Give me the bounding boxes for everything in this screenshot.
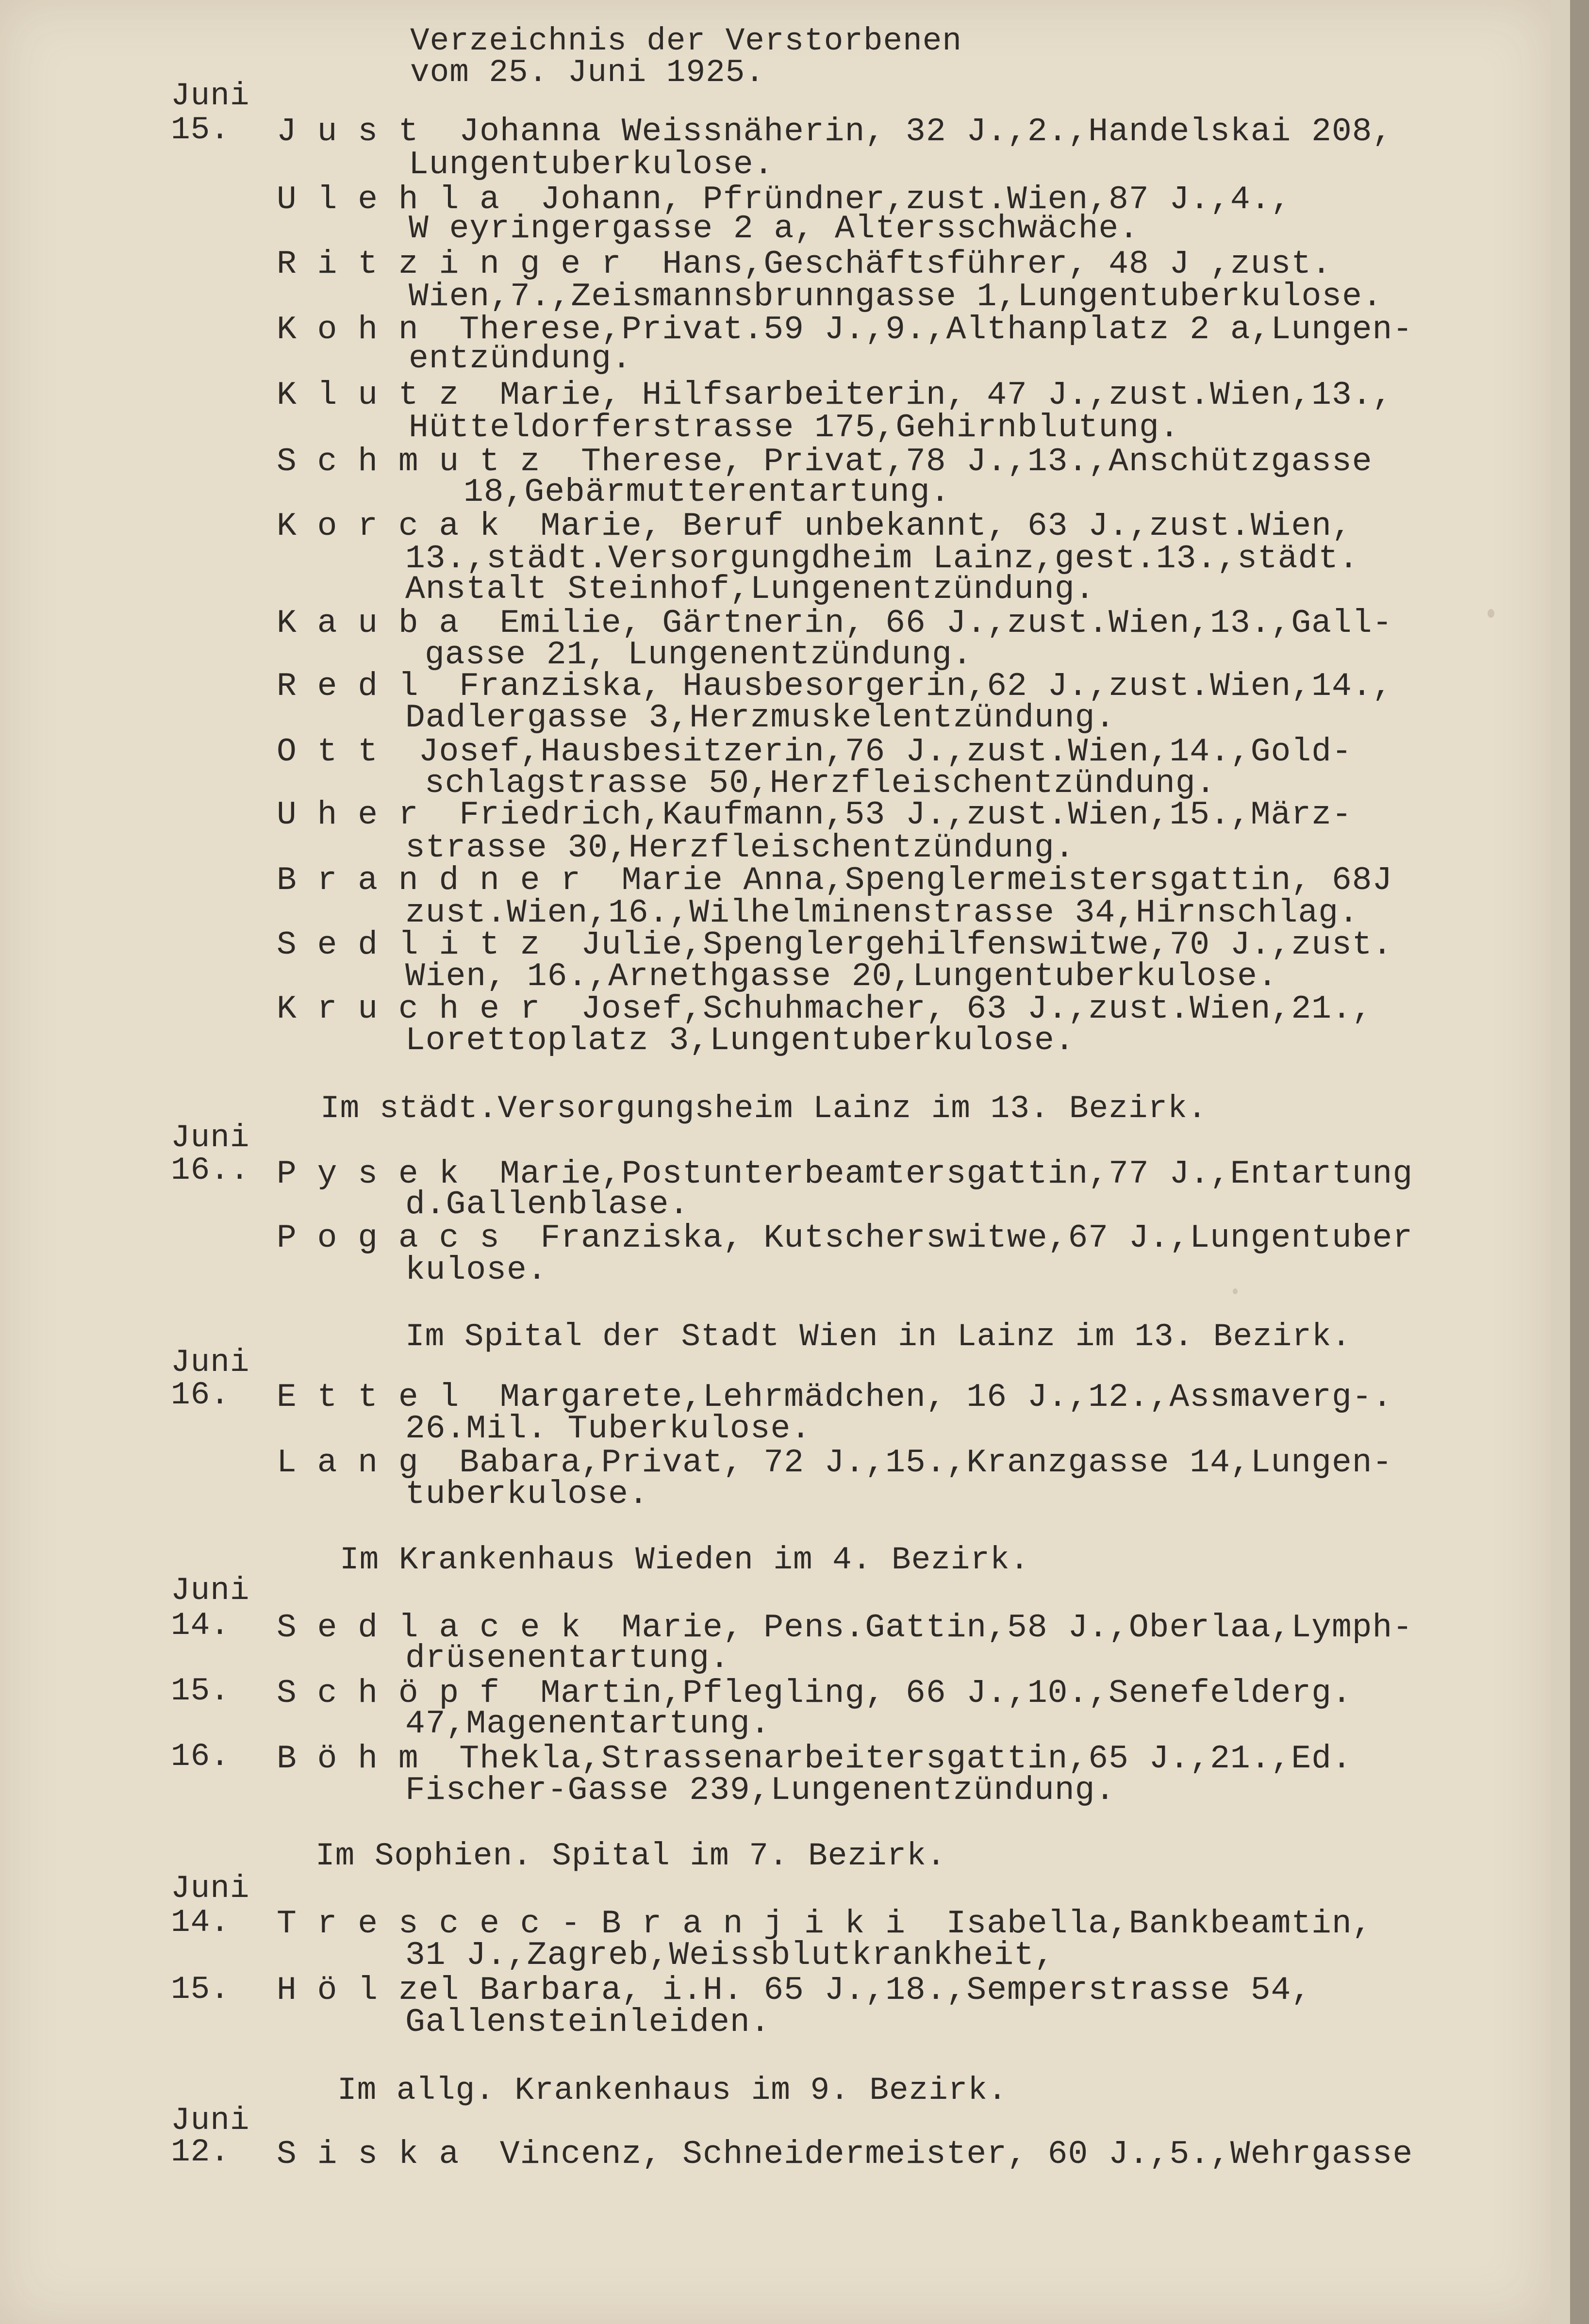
entry-line: T r e s c e c - B r a n j i k i Isabella,Bankbeamtin,	[277, 1905, 1373, 1943]
entry-line: Anstalt Steinhof,Lungenentzündung.	[405, 571, 1095, 608]
entry-line: 26.Mil. Tuberkulose.	[405, 1410, 811, 1448]
entry-line: B r a n d n e r Marie Anna,Spenglermeistersgattin, 68J	[277, 862, 1393, 899]
entry-line: K l u t z Marie, Hilfsarbeiterin, 47 J.,zust.Wien,13.,	[277, 377, 1393, 414]
month-label: Juni	[171, 1120, 250, 1156]
entry-line: R e d l Franziska, Hausbesorgerin,62 J.,zust.Wien,14.,	[277, 668, 1393, 705]
entry-line: O t t Josef,Hausbesitzerin,76 J.,zust.Wien,14.,Gold-	[277, 733, 1352, 771]
entry-line: entzündung.	[409, 340, 632, 378]
month-label: Juni	[171, 2102, 250, 2139]
entry-line: 47,Magenentartung.	[405, 1705, 771, 1743]
entry-line: E t t e l Margarete,Lehrmädchen, 16 J.,12.,Assmaverg-.	[277, 1379, 1393, 1416]
document-title: Verzeichnis der Verstorbenen	[410, 23, 962, 59]
day-label: 14.	[171, 1904, 230, 1941]
entry-line: schlagstrasse 50,Herzfleischentzündung.	[425, 765, 1216, 802]
entry-line: K o h n Therese,Privat.59 J.,9.,Althanplatz 2 a,Lungen-	[277, 311, 1413, 348]
month-label: Juni	[171, 1572, 250, 1609]
section-heading: Im allg. Krankenhaus im 9. Bezirk.	[337, 2072, 1008, 2109]
entry-line: gasse 21, Lungenentzündung.	[425, 636, 973, 674]
month-label: Juni	[171, 78, 250, 114]
entry-line: U l e h l a Johann, Pfründner,zust.Wien,87 J.,4.,	[277, 181, 1291, 218]
paper-spot	[1233, 1288, 1238, 1294]
entry-line: W eyringergasse 2 a, Altersschwäche.	[409, 210, 1140, 247]
entry-line: kulose.	[405, 1252, 547, 1289]
entry-line: Fischer-Gasse 239,Lungenentzündung.	[405, 1772, 1116, 1809]
page-edge	[1551, 0, 1570, 2324]
entry-line: strasse 30,Herzfleischentzündung.	[405, 829, 1075, 867]
entry-line: d.Gallenblase.	[405, 1186, 690, 1223]
document-date: vom 25. Juni 1925.	[410, 54, 765, 91]
section-heading: Im Sophien. Spital im 7. Bezirk.	[315, 1838, 946, 1874]
entry-line: Hütteldorferstrasse 175,Gehirnblutung.	[409, 409, 1180, 446]
section-heading: Im städt.Versorgungsheim Lainz im 13. Bezirk.	[320, 1090, 1208, 1127]
entry-line: S e d l a c e k Marie, Pens.Gattin,58 J.,Oberlaa,Lymph-	[277, 1609, 1413, 1647]
entry-line: H ö l zel Barbara, i.H. 65 J.,18.,Semperstrasse 54,	[277, 1972, 1312, 2009]
month-label: Juni	[171, 1870, 250, 1907]
day-label: 15.	[171, 1971, 230, 2008]
entry-line: U h e r Friedrich,Kaufmann,53 J.,zust.Wien,15.,März-	[277, 796, 1352, 834]
entry-line: Wien, 16.,Arnethgasse 20,Lungentuberkulose.	[405, 958, 1278, 995]
day-label: 15.	[171, 1673, 230, 1709]
section-heading: Im Spital der Stadt Wien in Lainz im 13. Bezirk.	[405, 1319, 1352, 1355]
entry-line: tuberkulose.	[405, 1476, 649, 1513]
entry-line: Gallensteinleiden.	[405, 2004, 771, 2041]
day-label: 16..	[171, 1152, 250, 1188]
entry-line: S c h m u t z Therese, Privat,78 J.,13.,Anschützgasse	[277, 443, 1373, 480]
entry-line: S e d l i t z Julie,Spenglergehilfenswitwe,70 J.,zust.	[277, 926, 1393, 964]
entry-line: J u s t Johanna Weissnäherin, 32 J.,2.,Handelskai 208,	[277, 113, 1393, 150]
entry-line: P y s e k Marie,Postunterbeamtersgattin,77 J.,Entartung	[277, 1155, 1413, 1193]
entry-line: K a u b a Emilie, Gärtnerin, 66 J.,zust.Wien,13.,Gall-	[277, 605, 1393, 642]
month-label: Juni	[171, 1344, 250, 1381]
day-label: 12.	[171, 2134, 230, 2170]
entry-line: Lorettoplatz 3,Lungentuberkulose.	[405, 1022, 1075, 1059]
entry-line: Dadlergasse 3,Herzmuskelentzündung.	[405, 699, 1116, 737]
paper-spot	[1488, 609, 1494, 618]
entry-line: R i t z i n g e r Hans,Geschäftsführer, 48 J ,zust.	[277, 246, 1332, 283]
day-label: 16.	[171, 1738, 230, 1775]
entry-line: zust.Wien,16.,Wilhelminenstrasse 34,Hirnschlag.	[405, 894, 1359, 932]
entry-line: S i s k a Vincenz, Schneidermeister, 60 J.,5.,Wehrgasse	[277, 2136, 1413, 2173]
entry-line: drüsenentartung.	[405, 1640, 730, 1677]
section-heading: Im Krankenhaus Wieden im 4. Bezirk.	[340, 1542, 1030, 1578]
entry-line: L a n g Babara,Privat, 72 J.,15.,Kranzgasse 14,Lungen-	[277, 1444, 1393, 1482]
entry-line: Wien,7.,Zeismannsbrunngasse 1,Lungentuberkulose.	[409, 278, 1383, 315]
entry-line: P o g a c s Franziska, Kutscherswitwe,67 J.,Lungentuber	[277, 1220, 1413, 1257]
entry-line: S c h ö p f Martin,Pflegling, 66 J.,10.,Senefelderg.	[277, 1675, 1352, 1712]
entry-line: 13.,städt.Versorgungdheim Lainz,gest.13.,städt.	[405, 540, 1359, 577]
page-edge-shadow	[1570, 0, 1589, 2324]
entry-line: K o r c a k Marie, Beruf unbekannt, 63 J.,zust.Wien,	[277, 508, 1352, 545]
entry-line: Lungentuberkulose.	[409, 146, 774, 183]
entry-line: K r u c h e r Josef,Schuhmacher, 63 J.,zust.Wien,21.,	[277, 990, 1373, 1028]
day-label: 14.	[171, 1607, 230, 1644]
day-label: 16.	[171, 1377, 230, 1413]
entry-line: 31 J.,Zagreb,Weissblutkrankheit,	[405, 1937, 1055, 1974]
entry-line: 18,Gebärmutterentartung.	[463, 474, 951, 511]
day-label: 15.	[171, 112, 230, 148]
entry-line: B ö h m Thekla,Strassenarbeitersgattin,65 J.,21.,Ed.	[277, 1740, 1352, 1778]
